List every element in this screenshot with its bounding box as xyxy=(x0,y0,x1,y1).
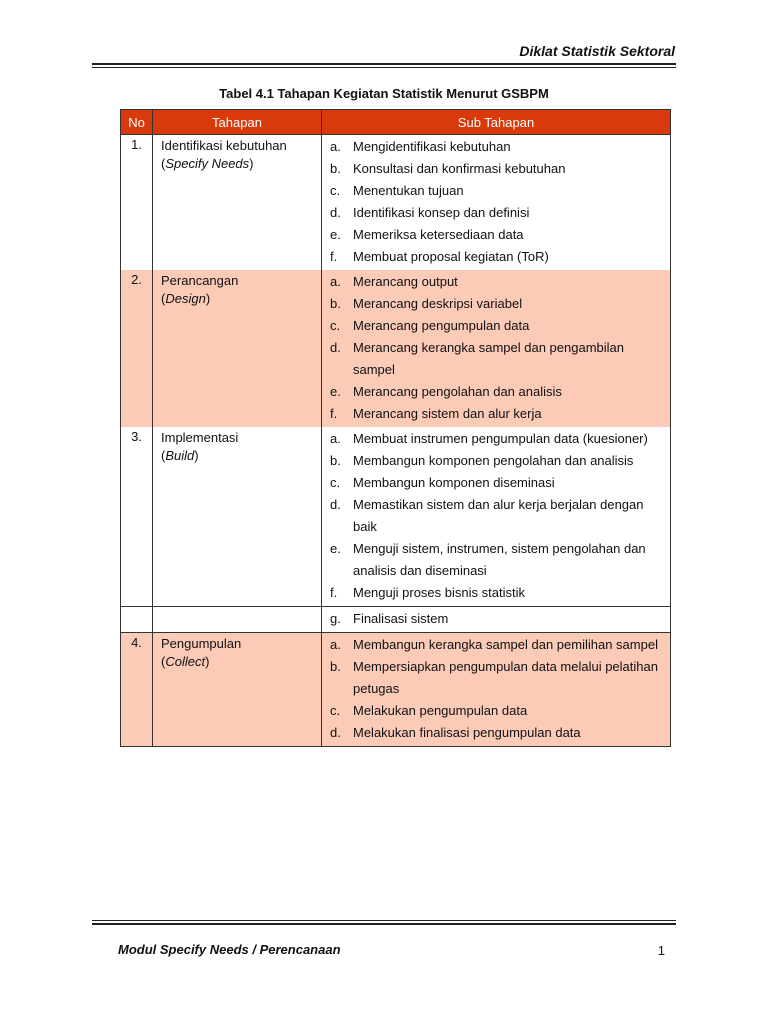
substage-letter: c. xyxy=(330,183,341,198)
stage-name: Perancangan xyxy=(161,273,239,288)
substage-cell xyxy=(322,607,671,633)
substage-item xyxy=(322,246,666,268)
substage-cell xyxy=(322,270,671,427)
gsbpm-table xyxy=(120,109,671,747)
stage-english-term: Collect xyxy=(165,654,206,669)
substage-item xyxy=(322,180,666,202)
substage-cell xyxy=(322,135,671,271)
stage-english-name: (Specify Needs) xyxy=(161,156,254,171)
substage-letter: c. xyxy=(330,318,341,333)
substage-cell xyxy=(322,633,671,747)
substage-text: Mengidentifikasi kebutuhan xyxy=(353,139,511,154)
substage-text: Melakukan pengumpulan data xyxy=(353,703,528,718)
stage-cell xyxy=(153,633,322,747)
substage-text: Membuat proposal kegiatan (ToR) xyxy=(353,249,549,264)
substage-item xyxy=(322,656,666,700)
substage-text: Merancang kerangka sampel dan pengambilan sampel xyxy=(353,340,625,377)
page-number: 1 xyxy=(657,943,665,958)
substage-list xyxy=(322,270,670,427)
substage-item xyxy=(322,700,666,722)
table-body xyxy=(121,135,671,747)
substage-item xyxy=(322,158,666,180)
stage-english-name: (Build) xyxy=(161,448,199,463)
substage-item xyxy=(322,202,666,224)
substage-text: Membangun kerangka sampel dan pemilihan sampel xyxy=(353,637,658,652)
substage-text: Memeriksa ketersediaan data xyxy=(353,227,524,242)
substage-text: Membuat instrumen pengumpulan data (kuesioner) xyxy=(353,431,648,446)
substage-text: Menguji proses bisnis statistik xyxy=(353,585,525,600)
substage-item xyxy=(322,315,666,337)
stage-number: 2. xyxy=(121,270,153,427)
substage-text: Merancang sistem dan alur kerja xyxy=(353,406,542,421)
substage-letter: b. xyxy=(330,161,341,176)
substage-letter: b. xyxy=(330,659,341,674)
column-header-substage: Sub Tahapan xyxy=(322,110,671,135)
substage-letter: e. xyxy=(330,541,341,556)
stage-cell xyxy=(153,607,322,633)
stage-cell xyxy=(153,270,322,427)
substage-item xyxy=(322,428,666,450)
header-rule-thin xyxy=(92,67,676,68)
substage-letter: g. xyxy=(330,611,341,626)
substage-item xyxy=(322,634,666,656)
substage-item xyxy=(322,538,666,582)
substage-text: Merancang deskripsi variabel xyxy=(353,296,523,311)
substage-list xyxy=(322,427,670,606)
running-header: Diklat Statistik Sektoral xyxy=(519,43,675,59)
substage-item xyxy=(322,337,666,381)
substage-text: Finalisasi sistem xyxy=(353,611,449,626)
substage-letter: c. xyxy=(330,475,341,490)
table-row xyxy=(121,427,671,607)
stage-cell xyxy=(153,135,322,271)
substage-letter: e. xyxy=(330,227,341,242)
substage-letter: d. xyxy=(330,725,341,740)
substage-text: Membangun komponen diseminasi xyxy=(353,475,555,490)
table-header-row xyxy=(121,110,671,135)
substage-item xyxy=(322,582,666,604)
substage-item xyxy=(322,381,666,403)
substage-list xyxy=(322,607,670,632)
substage-text: Membangun komponen pengolahan dan analisis xyxy=(353,453,634,468)
stage-number: 4. xyxy=(121,633,153,747)
column-header-stage: Tahapan xyxy=(153,110,322,135)
stage-english-name: (Design) xyxy=(161,291,211,306)
stage-number: 3. xyxy=(121,427,153,607)
substage-item xyxy=(322,494,666,538)
substage-letter: d. xyxy=(330,205,341,220)
substage-letter: f. xyxy=(330,406,338,421)
substage-letter: f. xyxy=(330,249,338,264)
table-row xyxy=(121,607,671,633)
stage-cell xyxy=(153,427,322,607)
footer-rule-thin xyxy=(92,920,676,921)
substage-item xyxy=(322,472,666,494)
footer-rule-thick xyxy=(92,923,676,925)
substage-item xyxy=(322,136,666,158)
stage-name: Implementasi xyxy=(161,430,239,445)
substage-letter: d. xyxy=(330,340,341,355)
table-row xyxy=(121,270,671,427)
substage-cell xyxy=(322,427,671,607)
stage-english-term: Specify Needs xyxy=(165,156,250,171)
substage-letter: b. xyxy=(330,453,341,468)
footer-module-title: Modul Specify Needs / Perencanaan xyxy=(118,942,341,957)
substage-letter: d. xyxy=(330,497,341,512)
stage-english-name: (Collect) xyxy=(161,654,210,669)
substage-text: Memastikan sistem dan alur kerja berjalan dengan baik xyxy=(353,497,644,534)
substage-item xyxy=(322,293,666,315)
substage-letter: a. xyxy=(330,139,341,154)
substage-letter: b. xyxy=(330,296,341,311)
substage-item xyxy=(322,271,666,293)
substage-text: Menentukan tujuan xyxy=(353,183,464,198)
stage-name: Pengumpulan xyxy=(161,636,242,651)
header-rule-thick xyxy=(92,63,676,65)
stage-name: Identifikasi kebutuhan xyxy=(161,138,287,153)
stage-number: 1. xyxy=(121,135,153,271)
substage-text: Merancang pengumpulan data xyxy=(353,318,530,333)
substage-item xyxy=(322,450,666,472)
substage-item xyxy=(322,224,666,246)
substage-item xyxy=(322,403,666,425)
substage-text: Konsultasi dan konfirmasi kebutuhan xyxy=(353,161,566,176)
substage-text: Identifikasi konsep dan definisi xyxy=(353,205,530,220)
column-header-no: No xyxy=(121,110,153,135)
substage-letter: a. xyxy=(330,274,341,289)
substage-item xyxy=(322,722,666,744)
substage-letter: f. xyxy=(330,585,338,600)
substage-text: Melakukan finalisasi pengumpulan data xyxy=(353,725,581,740)
table-title: Tabel 4.1 Tahapan Kegiatan Statistik Menurut GSBPM xyxy=(219,86,549,101)
substage-text: Mempersiapkan pengumpulan data melalui pelatihan petugas xyxy=(353,659,658,696)
substage-list xyxy=(322,633,670,746)
table-row xyxy=(121,633,671,747)
stage-english-term: Build xyxy=(165,448,195,463)
substage-letter: a. xyxy=(330,431,341,446)
substage-letter: e. xyxy=(330,384,341,399)
substage-item xyxy=(322,608,666,630)
substage-letter: c. xyxy=(330,703,341,718)
substage-text: Merancang output xyxy=(353,274,458,289)
table-row xyxy=(121,135,671,271)
stage-english-term: Design xyxy=(165,291,206,306)
substage-text: Merancang pengolahan dan analisis xyxy=(353,384,562,399)
stage-number xyxy=(121,607,153,633)
substage-list xyxy=(322,135,670,270)
substage-text: Menguji sistem, instrumen, sistem pengolahan dan analisis dan diseminasi xyxy=(353,541,646,578)
substage-letter: a. xyxy=(330,637,341,652)
